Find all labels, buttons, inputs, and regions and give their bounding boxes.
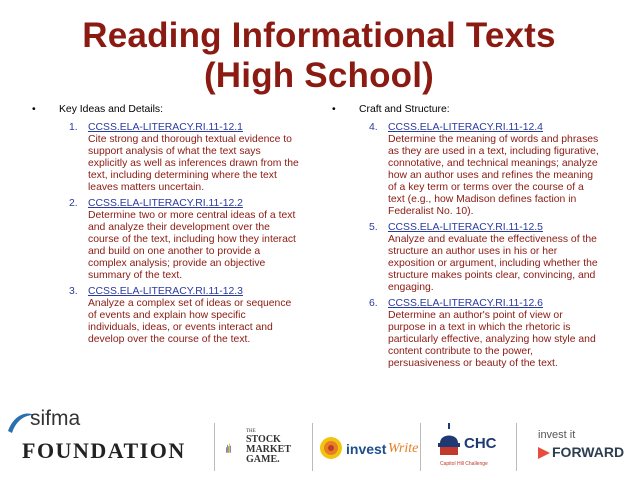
footer-divider [516, 423, 517, 471]
desc-line: individuals, ideas, or events interact and [88, 322, 273, 333]
smg-line2: MARKET [246, 444, 291, 455]
page-title [0, 16, 638, 96]
desc-line: Analyze and evaluate the effectiveness of the [388, 234, 597, 245]
standard-link-ri-11-12-4[interactable]: CCSS.ELA-LITERACY.RI.11-12.4 [388, 122, 543, 133]
list-item [28, 122, 318, 194]
footer-divider [312, 423, 313, 471]
desc-line: summary of the text. [88, 270, 183, 281]
footer-logos [0, 405, 638, 479]
desc-line: persuasiveness or beauty of the text. [388, 358, 558, 369]
item-number: 3. [69, 286, 78, 297]
desc-line: particularly effective, analyzing how style and [388, 334, 596, 345]
investwrite-logo [318, 429, 418, 473]
sifma-wordmark: sifma [30, 407, 81, 430]
forward-arrow-icon [538, 447, 550, 459]
desc-line: content contribute to the power, [388, 346, 533, 357]
standard-description [88, 298, 318, 346]
right-column [328, 104, 622, 374]
left-column [28, 104, 318, 350]
list-item [28, 286, 318, 346]
standards-list-left [28, 122, 318, 346]
desc-line: course of the text, including how they interact [88, 234, 296, 245]
desc-line: Determine the meaning of words and phrases [388, 134, 599, 145]
stock-market-game-wordmark [246, 429, 291, 465]
desc-line: complex analysis; provide an objective [88, 258, 266, 269]
section-heading-key-ideas [28, 104, 318, 116]
standard-link-ri-11-12-3[interactable]: CCSS.ELA-LITERACY.RI.11-12.3 [88, 286, 243, 297]
invest-wordmark: invest [346, 441, 387, 457]
standard-description [388, 234, 622, 294]
item-number: 5. [369, 222, 378, 233]
desc-line: structure an author uses in his or her [388, 246, 558, 257]
chc-subtitle: Capitol Hill Challenge [440, 461, 488, 467]
section-heading-text: Craft and Structure: [359, 104, 450, 115]
desc-line: Analyze a complex set of ideas or sequence [88, 298, 292, 309]
globe-icon [318, 435, 344, 461]
desc-line: as they are used in a text, including figurative, [388, 146, 599, 157]
desc-line: Determine an author's point of view or [388, 310, 563, 321]
desc-line: support analysis of what the text says [88, 146, 261, 157]
invest-it-wordmark: invest it [538, 429, 576, 441]
standard-description [88, 134, 318, 194]
invest-it-forward-logo [528, 429, 628, 473]
footer-divider [420, 423, 421, 471]
desc-line: explicitly as well as inferences drawn from the [88, 158, 299, 169]
desc-line: exposition or argument, including whether the [388, 258, 598, 269]
desc-line: Federalist No. 10). [388, 206, 474, 217]
desc-line: text, including determining where the text [88, 170, 277, 181]
title-line-2: (High School) [203, 56, 435, 95]
section-heading-craft-structure [328, 104, 622, 116]
desc-line: of a key term or terms over the course of a [388, 182, 584, 193]
desc-line: Cite strong and thorough textual evidence to [88, 134, 292, 145]
desc-line: text (e.g., how Madison defines faction in [388, 194, 577, 205]
list-item [328, 222, 622, 294]
smg-line3: GAME. [246, 454, 280, 465]
bullet-icon: • [332, 104, 336, 115]
standard-link-ri-11-12-6[interactable]: CCSS.ELA-LITERACY.RI.11-12.6 [388, 298, 543, 309]
standard-description [388, 310, 622, 370]
desc-line: how an author uses and refines the meaning [388, 170, 594, 181]
chc-wordmark: CHC [464, 435, 497, 452]
desc-line: structure makes points clear, convincing, and [388, 270, 596, 281]
standard-link-ri-11-12-2[interactable]: CCSS.ELA-LITERACY.RI.11-12.2 [88, 198, 243, 209]
desc-line: of events and explain how specific [88, 310, 246, 321]
list-item [328, 298, 622, 370]
standard-link-ri-11-12-5[interactable]: CCSS.ELA-LITERACY.RI.11-12.5 [388, 222, 543, 233]
desc-line: develop over the course of the text. [88, 334, 251, 345]
desc-line: leaves matters uncertain. [88, 182, 205, 193]
foundation-wordmark: FOUNDATION [22, 438, 186, 463]
bullet-icon: • [32, 104, 36, 115]
title-line-1: Reading Informational Texts [82, 16, 556, 55]
capitol-dome-icon [436, 423, 462, 457]
desc-line: engaging. [388, 282, 434, 293]
standards-list-right [328, 122, 622, 370]
footer-divider [214, 423, 215, 471]
stock-market-game-bars-icon [226, 425, 246, 471]
desc-line: connotative, and technical meanings; analyze [388, 158, 598, 169]
standard-link-ri-11-12-1[interactable]: CCSS.ELA-LITERACY.RI.11-12.1 [88, 122, 243, 133]
smg-the: THE [246, 429, 256, 434]
write-wordmark: Write [388, 441, 419, 456]
desc-line: purpose in a text in which the rhetoric is [388, 322, 571, 333]
desc-line: Determine two or more central ideas of a text [88, 210, 296, 221]
item-number: 6. [369, 298, 378, 309]
item-number: 4. [369, 122, 378, 133]
desc-line: and build on one another to provide a [88, 246, 261, 257]
item-number: 1. [69, 122, 78, 133]
standard-description [88, 210, 318, 282]
chc-logo [426, 423, 504, 473]
forward-wordmark: FORWARD [552, 444, 625, 460]
section-heading-text: Key Ideas and Details: [59, 104, 163, 115]
item-number: 2. [69, 198, 78, 209]
smg-line1: STOCK [246, 434, 281, 445]
desc-line: and analyze their development over the [88, 222, 270, 233]
list-item [328, 122, 622, 218]
standard-description [388, 134, 622, 218]
list-item [28, 198, 318, 282]
